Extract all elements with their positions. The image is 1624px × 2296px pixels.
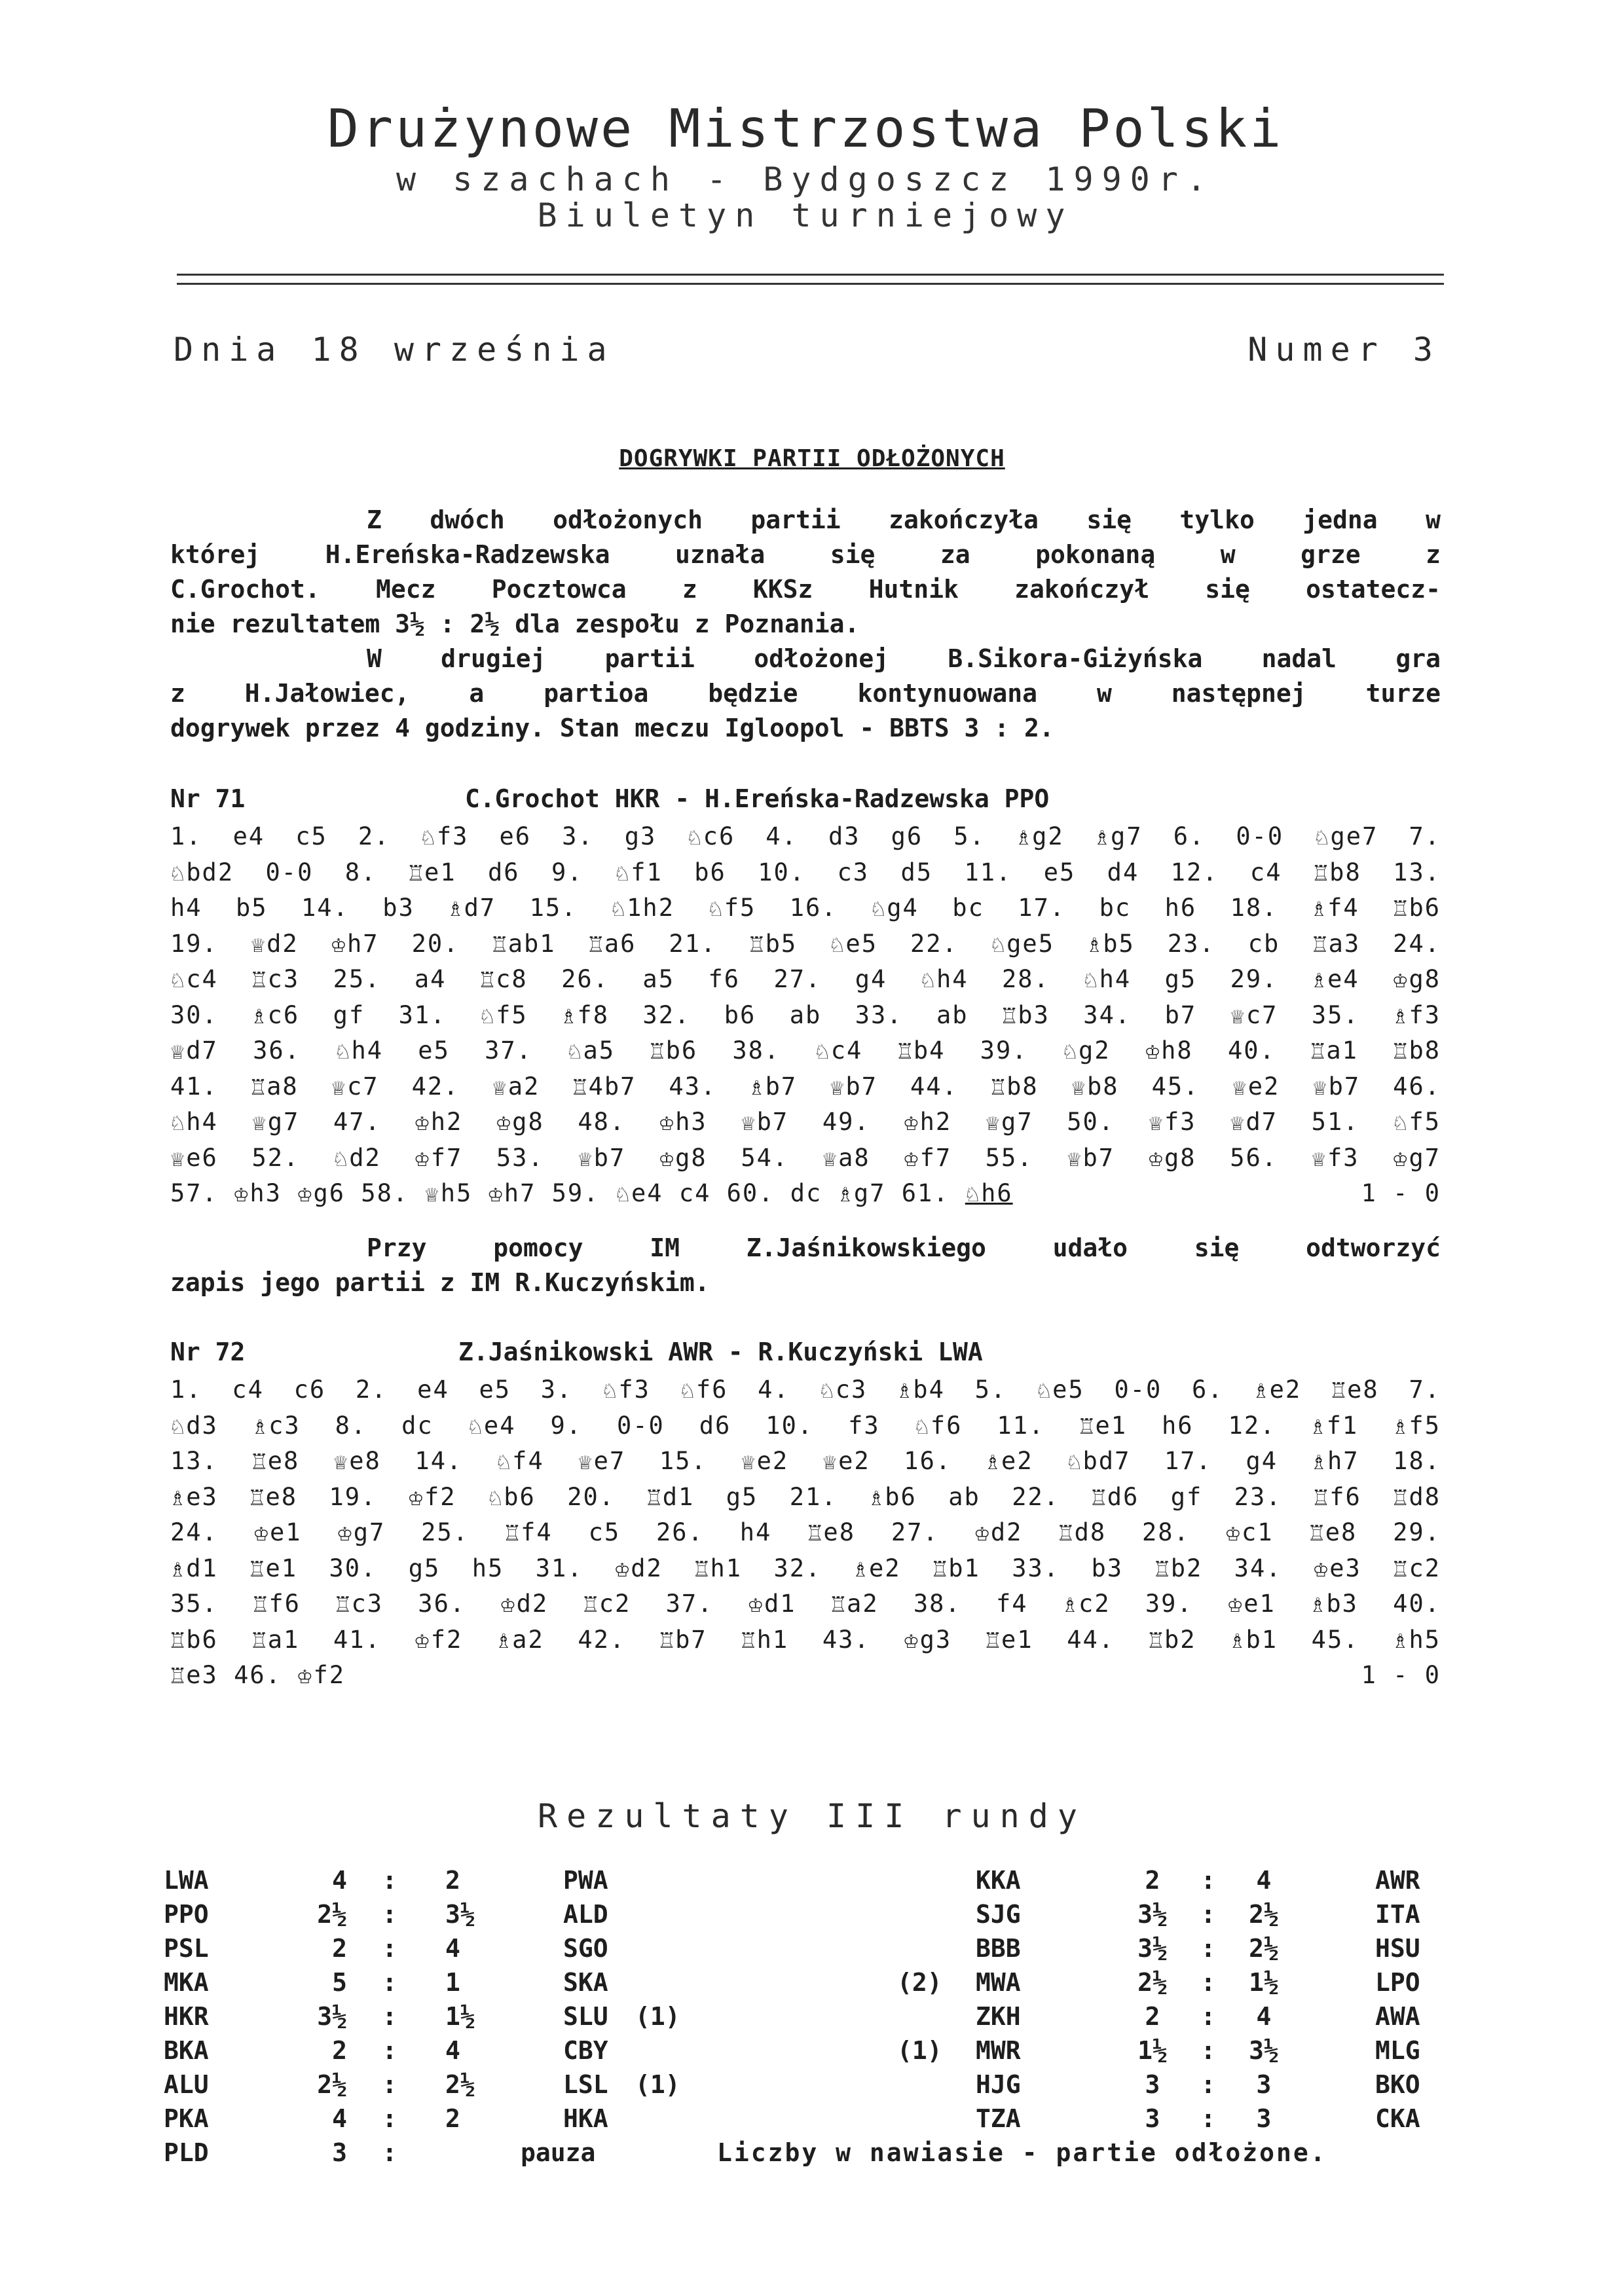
score-a: 2½ (317, 2070, 347, 2099)
score-b: 2½ (445, 2070, 475, 2099)
section-title: DOGRYWKI PARTII ODŁOŻONYCH (619, 445, 1005, 472)
team-a: MWA (976, 1968, 1021, 1997)
moves-line: h4 b5 14. b3 ♗d7 15. ♘1h2 ♘f5 16. ♘g4 bc 17. bc h6 18. ♗f4 ♖b6 (170, 894, 1441, 922)
team-a: ALU (164, 2070, 209, 2099)
score-b: 2½ (1249, 1900, 1279, 1929)
score-separator: : (1200, 2002, 1216, 2031)
moves-line: ♘c4 ♖c3 25. a4 ♖c8 26. a5 f6 27. g4 ♘h4 28. ♘h4 g5 29. ♗e4 ♔g8 (170, 965, 1441, 993)
moves-line-final (170, 1658, 1441, 1694)
final-move: ♘h6 (965, 1179, 1013, 1207)
moves-line: 30. ♗c6 gf 31. ♘f5 ♗f8 32. b6 ab 33. ab ♖b3 34. b7 ♕c7 35. ♗f3 (170, 1000, 1441, 1029)
score-b: 1½ (1249, 1968, 1279, 1997)
team-b: CKA (1375, 2104, 1420, 2133)
moves-line: 35. ♖f6 ♖c3 36. ♔d2 ♖c2 37. ♔d1 ♖a2 38. f4 ♗c2 39. ♔e1 ♗b3 40. (170, 1590, 1441, 1618)
score-a: 3 (1145, 2070, 1160, 2099)
score-separator: : (1200, 2104, 1216, 2133)
team-a: LWA (164, 1866, 209, 1895)
paragraph-line: C.Grochot. Mecz Pocztowca z KKSz Hutnik zakończył się ostatecz- (170, 575, 1441, 604)
team-a: MWR (976, 2036, 1021, 2065)
result-note: (1) (635, 2070, 680, 2099)
team-a: PLD (164, 2138, 209, 2167)
score-a: 3½ (1137, 1934, 1168, 1963)
score-b: 3½ (1249, 2036, 1279, 2065)
team-a: SJG (976, 1900, 1021, 1929)
paragraph-line: Z dwóch odłożonych partii zakończyła się tylko jedna w (367, 505, 1441, 534)
moves-line: 13. ♖e8 ♕e8 14. ♘f4 ♕e7 15. ♕e2 ♕e2 16. ♗e2 ♘bd7 17. g4 ♗h7 18. (170, 1447, 1441, 1475)
moves-line: 41. ♖a8 ♕c7 42. ♕a2 ♖4b7 43. ♗b7 ♕b7 44. ♖b8 ♕b8 45. ♕e2 ♕b7 46. (170, 1072, 1441, 1101)
team-a: PSL (164, 1934, 209, 1963)
paragraph-line: nie rezultatem 3½ : 2½ dla zespołu z Poznania. (170, 610, 860, 638)
team-a: KKA (976, 1866, 1021, 1895)
score-separator: : (1200, 2036, 1216, 2065)
score-separator: : (1200, 2070, 1216, 2099)
score-b: 4 (445, 1934, 460, 1963)
team-a: PKA (164, 2104, 209, 2133)
result-note: (1) (635, 2002, 680, 2031)
team-a: HKR (164, 2002, 209, 2031)
paragraph-line: Przy pomocy IM Z.Jaśnikowskiego udało się odtworzyć (367, 1233, 1441, 1262)
team-a: HJG (976, 2070, 1021, 2099)
score-a: 5 (332, 1968, 347, 1997)
result-row (0, 1934, 1624, 1967)
paragraph-line: dogrywek przez 4 godziny. Stan meczu Igloopol - BBTS 3 : 2. (170, 714, 1054, 742)
moves-line: 19. ♕d2 ♔h7 20. ♖ab1 ♖a6 21. ♖b5 ♘e5 22. ♘ge5 ♗b5 23. cb ♖a3 24. (170, 929, 1441, 958)
score-separator: : (382, 2070, 397, 2099)
score-a: 2½ (1137, 1968, 1168, 1997)
moves-line: ♖e3 46. ♔f2 (170, 1661, 346, 1689)
team-b: SGO (563, 1934, 608, 1963)
team-b: LPO (1375, 1968, 1420, 1997)
team-a: MKA (164, 1968, 209, 1997)
game-players: Z.Jaśnikowski AWR - R.Kuczyński LWA (458, 1338, 983, 1366)
moves-line: 24. ♔e1 ♔g7 25. ♖f4 c5 26. h4 ♖e8 27. ♔d2 ♖d8 28. ♔c1 ♖e8 29. (170, 1518, 1441, 1546)
score-separator: : (382, 1900, 397, 1929)
score-separator: : (382, 2138, 397, 2167)
score-b: 4 (1256, 1866, 1272, 1895)
moves-line: 57. ♔h3 ♔g6 58. ♕h5 ♔h7 59. ♘e4 c4 60. dc ♗g7 61. (170, 1179, 950, 1207)
score-a: 3½ (1137, 1900, 1168, 1929)
moves-line: ♕e6 52. ♘d2 ♔f7 53. ♕b7 ♔g8 54. ♕a8 ♔f7 55. ♕b7 ♔g8 56. ♕f3 ♔g7 (170, 1143, 1441, 1172)
score-b: 2 (445, 2104, 460, 2133)
score-b: 2 (445, 1866, 460, 1895)
score-a: 4 (332, 2104, 347, 2133)
issue-date: Dnia 18 września (174, 331, 615, 369)
result-note: (2) (897, 1968, 942, 1997)
score-b: 4 (1256, 2002, 1272, 2031)
score-separator: : (382, 2104, 397, 2133)
score-b: 3½ (445, 1900, 475, 1929)
score-a: 3 (332, 2138, 347, 2167)
score-b: 3 (1256, 2104, 1272, 2133)
score-b: 2½ (1249, 1934, 1279, 1963)
moves-line: ♗d1 ♖e1 30. g5 h5 31. ♔d2 ♖h1 32. ♗e2 ♖b1 33. b3 ♖b2 34. ♔e3 ♖c2 (170, 1554, 1441, 1582)
result-row (0, 1900, 1624, 1933)
team-b: LSL (563, 2070, 608, 2099)
moves-line: ♗e3 ♖e8 19. ♔f2 ♘b6 20. ♖d1 g5 21. ♗b6 ab 22. ♖d6 gf 23. ♖f6 ♖d8 (170, 1482, 1441, 1511)
team-b: SKA (563, 1968, 608, 1997)
results-footnote: Liczby w nawiasie - partie odłożone. (717, 2138, 1327, 2167)
header-divider-top (177, 274, 1444, 276)
team-b: SLU (563, 2002, 608, 2031)
issue-number: Numer 3 (1247, 331, 1441, 369)
game-72-moves (170, 1372, 1441, 1694)
score-a: 2½ (317, 1900, 347, 1929)
game-71-moves (170, 819, 1441, 1212)
bye-label: pauza (521, 2138, 596, 2167)
paragraph-line: której H.Ereńska-Radzewska uznała się za pokonaną w grze z (170, 540, 1441, 569)
score-separator: : (382, 1934, 397, 1963)
results-title: Rezultaty III rundy (538, 1797, 1086, 1835)
moves-line: ♘h4 ♕g7 47. ♔h2 ♔g8 48. ♔h3 ♕b7 49. ♔h2 ♕g7 50. ♕f3 ♕d7 51. ♘f5 (170, 1108, 1441, 1136)
reconstruction-paragraph (170, 1231, 1441, 1300)
score-b: 1½ (445, 2002, 475, 2031)
score-a: 1½ (1137, 2036, 1168, 2065)
score-a: 3 (1145, 2104, 1160, 2133)
score-a: 2 (1145, 1866, 1160, 1895)
score-a: 3½ (317, 2002, 347, 2031)
score-separator: : (382, 1968, 397, 1997)
team-a: TZA (976, 2104, 1021, 2133)
moves-line: ♘bd2 0-0 8. ♖e1 d6 9. ♘f1 b6 10. c3 d5 11. e5 d4 12. c4 ♖b8 13. (170, 858, 1441, 886)
result-row (0, 2104, 1624, 2137)
moves-line: ♖b6 ♖a1 41. ♔f2 ♗a2 42. ♖b7 ♖h1 43. ♔g3 ♖e1 44. ♖b2 ♗b1 45. ♗h5 (170, 1625, 1441, 1654)
score-separator: : (1200, 1866, 1216, 1895)
moves-line-final (170, 1176, 1441, 1212)
score-separator: : (382, 1866, 397, 1895)
result-row (0, 2002, 1624, 2035)
game-players: C.Grochot HKR - H.Ereńska-Radzewska PPO (465, 784, 1050, 813)
paragraph-line: z H.Jałowiec, a partioa będzie kontynuowana w następnej turze (170, 679, 1441, 708)
result-row (0, 1866, 1624, 1899)
team-b: CBY (563, 2036, 608, 2065)
moves-line: 1. e4 c5 2. ♘f3 e6 3. g3 ♘c6 4. d3 g6 5. ♗g2 ♗g7 6. 0-0 ♘ge7 7. (170, 822, 1441, 850)
moves-line: 1. c4 c6 2. e4 e5 3. ♘f3 ♘f6 4. ♘c3 ♗b4 5. ♘e5 0-0 6. ♗e2 ♖e8 7. (170, 1376, 1441, 1404)
team-b: BKO (1375, 2070, 1420, 2099)
score-separator: : (382, 2002, 397, 2031)
score-separator: : (1200, 1934, 1216, 1963)
team-b: HSU (1375, 1934, 1420, 1963)
team-a: PPO (164, 1900, 209, 1929)
game-number: Nr 72 (170, 1338, 246, 1366)
score-separator: : (1200, 1968, 1216, 1997)
game-number: Nr 71 (170, 784, 246, 813)
game-result: 1 - 0 (1361, 1179, 1441, 1207)
result-row (0, 2036, 1624, 2069)
bulletin-subtitle: w szachach - Bydgoszcz 1990r. (396, 160, 1215, 198)
adjourned-games-paragraph (170, 503, 1441, 746)
result-note: (1) (897, 2036, 942, 2065)
score-a: 2 (332, 2036, 347, 2065)
paragraph-line: zapis jego partii z IM R.Kuczyńskim. (170, 1268, 710, 1297)
bulletin-title: Drużynowe Mistrzostwa Polski (327, 98, 1284, 159)
moves-line: ♕d7 36. ♘h4 e5 37. ♘a5 ♖b6 38. ♘c4 ♖b4 39. ♘g2 ♔h8 40. ♖a1 ♖b8 (170, 1036, 1441, 1065)
result-row (0, 2070, 1624, 2103)
score-a: 4 (332, 1866, 347, 1895)
team-b: ALD (563, 1900, 608, 1929)
team-b: AWR (1375, 1866, 1420, 1895)
bulletin-label: Biuletyn turniejowy (537, 196, 1074, 234)
game-result: 1 - 0 (1361, 1661, 1441, 1689)
team-b: HKA (563, 2104, 608, 2133)
team-b: AWA (1375, 2002, 1420, 2031)
score-a: 2 (332, 1934, 347, 1963)
team-b: ITA (1375, 1900, 1420, 1929)
moves-line: ♘d3 ♗c3 8. dc ♘e4 9. 0-0 d6 10. f3 ♘f6 11. ♖e1 h6 12. ♗f1 ♗f5 (170, 1411, 1441, 1440)
score-separator: : (382, 2036, 397, 2065)
team-a: ZKH (976, 2002, 1021, 2031)
paragraph-line: W drugiej partii odłożonej B.Sikora-Giżyńska nadal gra (367, 644, 1441, 673)
score-b: 1 (445, 1968, 460, 1997)
team-b: PWA (563, 1866, 608, 1895)
result-row (0, 1968, 1624, 2001)
team-a: BKA (164, 2036, 209, 2065)
team-a: BBB (976, 1934, 1021, 1963)
team-b: MLG (1375, 2036, 1420, 2065)
score-b: 4 (445, 2036, 460, 2065)
score-separator: : (1200, 1900, 1216, 1929)
score-a: 2 (1145, 2002, 1160, 2031)
score-b: 3 (1256, 2070, 1272, 2099)
header-divider-bottom (177, 283, 1444, 285)
